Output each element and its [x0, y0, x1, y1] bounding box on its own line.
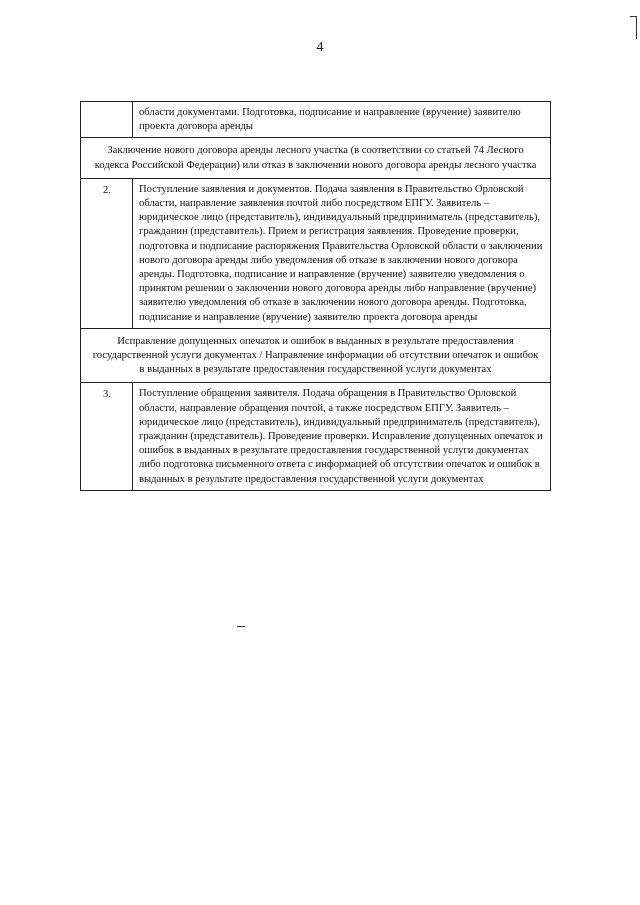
table-row [81, 328, 551, 383]
table-row [81, 138, 551, 178]
table-row [81, 383, 551, 490]
row-number-cell: 2. [81, 178, 133, 328]
page-number: 4 [316, 40, 324, 55]
row-text-cell: области документами. Подготовка, подписание и направление (вручение) заявителю проекта договора аренды [133, 102, 551, 138]
row-number-cell [81, 102, 133, 138]
row-text-cell: Поступление обращения заявителя. Подача обращения в Правительство Орловской области, направление обращения почтой, а также посредством ЕПГУ. Заявитель – юридическое лицо (представитель), индивидуальный предприниматель (представитель), гражданин (представитель). Проведение проверки. Исправление допущенных опечаток и ошибок в выданных в результате предоставления государственной услуги документах либо подготовка письменного ответа с информацией об отсутствии опечаток и ошибок в выданных в результате предоставления государственной услуги документах [133, 383, 551, 490]
scan-dash-mark [237, 626, 245, 627]
table-row [81, 178, 551, 328]
row-number-cell: 3. [81, 383, 133, 490]
section-header-cell: Исправление допущенных опечаток и ошибок в выданных в результате предоставления государственной услуги документах / Направление информации об отсутствии опечаток и ошибок в выданных в результате предоставления государственной услуги документах [81, 328, 551, 383]
row-text-cell: Поступление заявления и документов. Подача заявления в Правительство Орловской области, направление заявления почтой либо посредством ЕПГУ. Заявитель – юридическое лицо (представитель), индивидуальный предприниматель (представитель), гражданин (представитель). Прием и регистрация заявления. Проведение проверки, подготовка и подписание распоряжения Правительства Орловской области о заключении нового договора аренды либо уведомления об отказе в заключении нового договора аренды. Подготовка, подписание и направление (вручение) заявителю уведомления о принятом решении о заключении нового договора аренды либо направление (вручение) заявителю уведомления об отказе в заключении нового договора аренды. Подготовка, подписание и направление (вручение) заявителю проекта договора аренды [133, 178, 551, 328]
table-row [81, 102, 551, 138]
procedures-table [80, 101, 551, 491]
section-header-cell: Заключение нового договора аренды лесного участка (в соответствии со статьей 74 Лесного кодекса Российской Федерации) или отказ в заключении нового договора аренды лесного участка [81, 138, 551, 178]
scan-corner-mark [630, 16, 637, 39]
